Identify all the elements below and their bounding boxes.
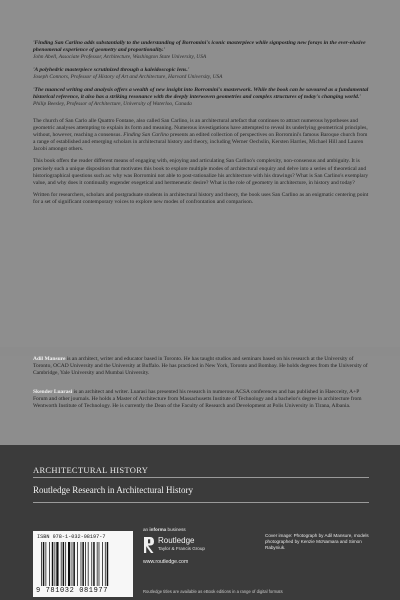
quote-attribution: Joseph Connors, Professor of History of Art and Architecture, Harvard University, USA [33, 74, 223, 80]
series-category: ARCHITECTURAL HISTORY [33, 465, 149, 475]
isbn-label: ISBN 978-1-032-08197-7 [37, 534, 106, 540]
description-paragraph [33, 192, 369, 206]
description-text: This book offers the reader different means of engaging with, enjoying and articulating San Carlino's complexity, non-consensus and ambiguity. It is precisely such a unique disposition that motivates this book to explore multiple modes of architectural enquiry and delve into a series of theoretical and historiographical questions such as: why was Borromini not able to post-rationalize his architecture with his drawings? What is San Carlino's exemplary value, and why does it continually engender exegetical and hermeneutic desire? What is the role of geometry in architecture, in history and today? [33, 158, 369, 186]
divider [33, 502, 369, 503]
author-name: Skender Luarasi [33, 389, 73, 395]
barcode [33, 531, 133, 597]
publisher-group: Taylor & Francis Group [158, 546, 205, 551]
author-bio-text: is an architect and writer. Luarasi has presented his research in numerous ACSA conferences and has published in Haecceity, A+P Forum and other journals. He holds a Master of Architecture from Massachusetts Institute of Technology and a bachelor's degree in architecture from Wentworth Institute of Technology. He is currently the Dean of the Faculty of Research and Development at Polis University in Tirana, Albania. [33, 389, 362, 410]
isbn-digits: 9 781032 081977 [36, 587, 109, 595]
author-bio [33, 356, 369, 377]
author-name: Adil Mansure [33, 356, 66, 362]
routledge-logo-icon [143, 535, 155, 555]
description-paragraph [33, 118, 369, 153]
author-bio [33, 389, 369, 410]
review-quote [33, 87, 369, 108]
description-text: The church of San Carlo alle Quattro Fontane, also called San Carlino, is an architectural artefact that continues to attract numerous hypotheses and geometric analyses attempting to explain its form and meaning. Numerous investigations have attempted to reveal its underlying geometrical principles, without, however, reaching a consensus. [33, 118, 368, 139]
book-title-italic: Finding San Carlino [123, 132, 169, 139]
publisher-url[interactable]: www.routledge.com [143, 559, 189, 565]
author-bios [0, 356, 400, 446]
informa-prefix: an [143, 527, 150, 532]
quote-attribution: John Abell, Associate Professor, Architecture, Washington State University, USA [33, 54, 207, 60]
publisher-name: Routledge [158, 536, 195, 545]
quote-text: 'The nuanced writing and analysis offers a wealth of new insight into Borromini's masterwork. While the book can be savoured as a fundamental historical reference, it also has a striking resonance with the deeply interwoven geometries and complex structures of today's changing world.' [33, 87, 369, 100]
author-bio-text: is an architect, writer and educator based in Toronto. He has taught studios and seminars based on his research at the University of Toronto, OCAD University and the University at Buffalo. He has practiced in New York, Toronto and Bombay. He holds degrees from the University of Cambridge, Yale University and Mumbai University. [33, 356, 368, 377]
informa-tagline [143, 527, 186, 532]
quote-text: 'Finding San Carlino adds substantially to the understanding of Borromini's iconic masterpiece while signposting new forays in the ever-elusive phenomenal experience of geometry and proportionality.' [33, 40, 366, 53]
cover-credits: Cover image: Photograph by Adil Mansure, models photographed by Kenzie McNamara and Simon Rabyniuk. [265, 533, 369, 550]
barcode-bars-icon [41, 542, 127, 586]
blurb-content [33, 40, 369, 211]
description-text: Written for researchers, scholars and postgraduate students in architectural history and theory, the book uses San Carlino as an enigmatic centering point for a set of significant contemporary voices to explore new modes of confrontation and comparison. [33, 191, 369, 205]
informa-suffix: business [166, 527, 186, 532]
description-text: presents an edited collection of perspectives on Borromini's famous Baroque church from a range of established and emerging scholars in architectural history and theory, including Werner Oechslin, Kersten Harries, Michael Hill and Lauren Jacobi amongst others. [33, 132, 368, 153]
ebook-footnote: Routledge titles are available as eBook editions in a range of digital formats [143, 589, 283, 594]
description-paragraph [33, 158, 369, 186]
review-quote [33, 40, 369, 61]
publisher-band [0, 445, 400, 600]
series-title: Routledge Research in Architectural History [33, 485, 193, 495]
quote-attribution: Philip Beesley, Professor of Architecture, University of Waterloo, Canada [33, 101, 192, 107]
informa-word: informa [149, 527, 167, 532]
divider [33, 477, 369, 478]
quote-text: 'A polyhedric masterpiece scrutinized through a kaleidoscopic lens.' [33, 67, 190, 73]
review-quote [33, 67, 369, 81]
